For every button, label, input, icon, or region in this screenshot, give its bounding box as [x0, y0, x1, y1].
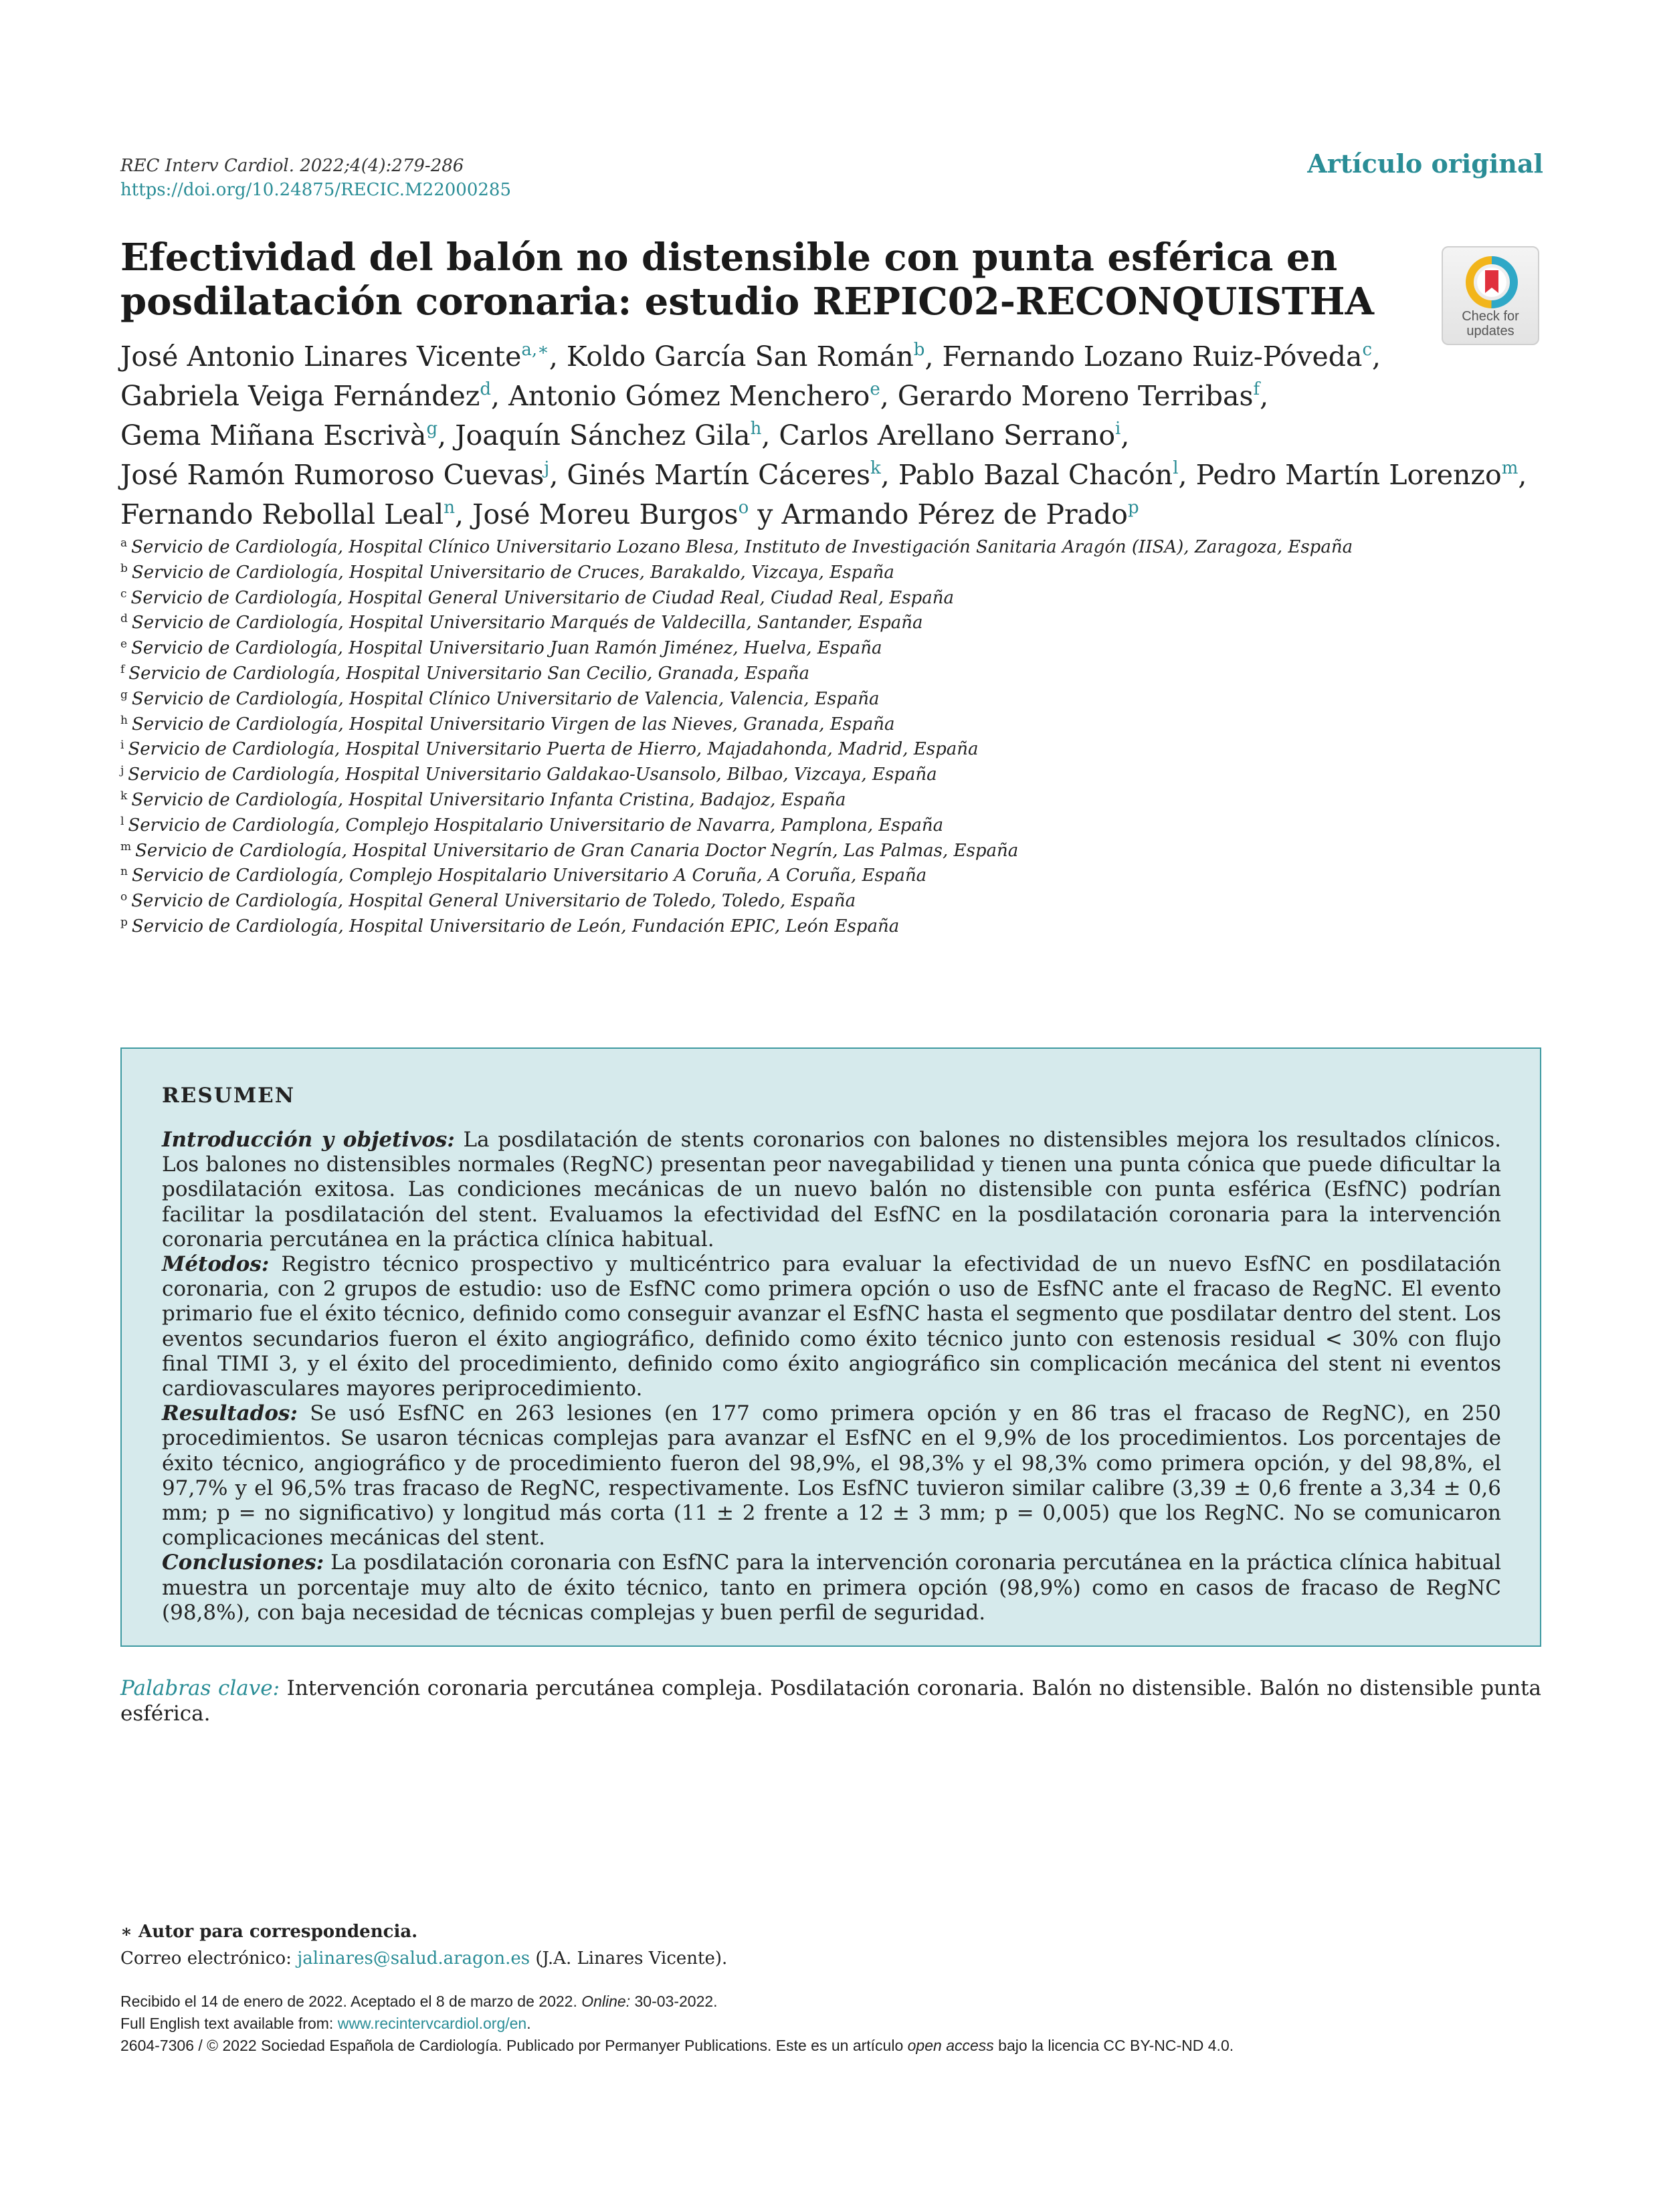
author-affiliation-sup[interactable]: h	[750, 419, 762, 439]
affiliation: $^n$ Servicio de Cardiología, Complejo Hospitalario Universitario A Coruña, A Coruña, España	[120, 865, 927, 886]
affiliation: $^a$ Servicio de Cardiología, Hospital Clínico Universitario Lozano Blesa, Instituto de Investigación Sanitaria Aragón (IISA), Zaragoza, España	[120, 536, 1353, 557]
author: Fernando Lozano Ruiz-Póveda$^c$,	[942, 340, 1381, 373]
english-version: Full English text available from: www.recintervcardiol.org/en.	[120, 2015, 531, 2032]
article-type: Artículo original	[1307, 148, 1543, 179]
check-for-updates-button[interactable]	[1442, 246, 1539, 345]
author-affiliation-sup[interactable]: j	[544, 458, 550, 478]
author-affiliation-sup[interactable]: b	[913, 340, 925, 360]
correspondence-heading: ∗ Autor para correspondencia.	[120, 1922, 418, 1942]
article-title	[120, 235, 1391, 324]
author: Gabriela Veiga Fernández$^d$,	[120, 379, 509, 412]
abstract-section-conclusiones: Conclusiones: La posdilatación coronaria con EsfNC para la intervención coronaria percutánea en la práctica clínica habitual muestra un porcentaje muy alto de éxito técnico, tanto en primera opción (98,9%) como en casos de fracaso de RegNC (98,8%), con baja necesidad de técnicas complejas y buen perfil de seguridad.	[162, 1550, 1501, 1625]
affiliation: $^p$ Servicio de Cardiología, Hospital Universitario de León, Fundación EPIC, León España	[120, 915, 900, 936]
author: Pedro Martín Lorenzo$^m$,	[1195, 458, 1527, 491]
author-affiliation-sup[interactable]: k	[870, 458, 881, 478]
affiliation: $^l$ Servicio de Cardiología, Complejo Hospitalario Universitario de Navarra, Pamplona, España	[120, 814, 944, 835]
abstract-section-metodos: Métodos: Registro técnico prospectivo y multicéntrico para evaluar la efectividad de un nuevo EsfNC en posdilatación coronaria, con 2 grupos de estudio: uso de EsfNC como primera opción o uso de EsfNC ante el fracaso de RegNC. El evento primario fue el éxito técnico, definido como conseguir avanzar el EsfNC hasta el segmento que posdilatar dentro del stent. Los eventos secundarios fueron el éxito angiográfico, definido como éxito técnico junto con estenosis residual < 30% con flujo final TIMI 3, y el éxito del procedimiento, definido como éxito angiográfico sin complicación mecánica del stent ni eventos cardiovasculares mayores periprocedimiento.	[162, 1252, 1501, 1401]
author-affiliation-sup[interactable]: f	[1253, 379, 1260, 399]
author-affiliation-sup[interactable]: l	[1173, 458, 1179, 478]
correspondence	[120, 1918, 727, 1972]
affiliation: $^e$ Servicio de Cardiología, Hospital Universitario Juan Ramón Jiménez, Huelva, España	[120, 637, 882, 659]
affiliation: $^k$ Servicio de Cardiología, Hospital Universitario Infanta Cristina, Badajoz, España	[120, 789, 846, 810]
abstract-heading: RESUMEN	[162, 1084, 296, 1108]
author-affiliation-sup[interactable]: g	[426, 419, 438, 439]
affiliation: $^b$ Servicio de Cardiología, Hospital Universitario de Cruces, Barakaldo, Vizcaya, España	[120, 561, 894, 583]
affiliation: $^m$ Servicio de Cardiología, Hospital Universitario de Gran Canaria Doctor Negrín, Las Palmas, España	[120, 839, 1019, 861]
author: Pablo Bazal Chacón$^l$,	[898, 458, 1196, 491]
affiliation: $^c$ Servicio de Cardiología, Hospital General Universitario de Ciudad Real, Ciudad Real, España	[120, 587, 954, 608]
author-affiliation-sup[interactable]: c	[1362, 340, 1373, 360]
check-updates-icon	[1465, 256, 1519, 309]
author: Gema Miñana Escrivà$^g$,	[120, 419, 456, 451]
journal-header	[120, 154, 511, 202]
abstract-section-introduccion: Introducción y objetivos: La posdilatación de stents coronarios con balones no distensibles mejora los resultados clínicos. Los balones no distensibles normales (RegNC) presentan peor navegabilidad y tienen una punta cónica que puede dificultar la posdilatación exitosa. Las condiciones mecánicas de un nuevo balón no distensible con punta esférica (EsfNC) podrían facilitar la posdilatación del stent. Evaluamos la efectividad del EsfNC en la posdilatación coronaria para la intervención coronaria percutánea en la práctica clínica habitual.	[162, 1128, 1501, 1251]
affiliation: $^h$ Servicio de Cardiología, Hospital Universitario Virgen de las Nieves, Granada, España	[120, 713, 895, 734]
received-dates: Recibido el 14 de enero de 2022. Aceptado el 8 de marzo de 2022. Online: 30-03-2022.	[120, 1993, 718, 2010]
affiliation-list	[120, 535, 1353, 940]
author-affiliation-sup[interactable]: p	[1127, 498, 1139, 518]
author: José Antonio Linares Vicente$^{a,∗}$,	[120, 340, 567, 373]
affiliation: $^f$ Servicio de Cardiología, Hospital Universitario San Cecilio, Granada, España	[120, 662, 809, 684]
author-affiliation-sup[interactable]: n	[444, 498, 455, 518]
author: Gerardo Moreno Terribas$^f$,	[897, 379, 1269, 412]
author-affiliation-sup[interactable]: e	[870, 379, 880, 399]
author: Antonio Gómez Menchero$^e$,	[508, 379, 898, 412]
title-line-1: Efectividad del balón no distensible con punta esférica en	[120, 235, 1338, 280]
author-list	[120, 337, 1559, 534]
abstract-box	[120, 1047, 1541, 1647]
author: Armando Pérez de Prado$^p$	[781, 498, 1139, 530]
abstract-section-resultados: Resultados: Se usó EsfNC en 263 lesiones (en 177 como primera opción y en 86 tras el fracaso de RegNC), en 250 procedimientos. Se usaron técnicas complejas para avanzar el EsfNC en el 9,9% de los procedimientos. Los porcentajes de éxito técnico, angiográfico y de procedimiento fueron del 98,9%, el 98,3% y el 98,3% como primera opción, y del 98,8%, el 97,7% y el 96,5% tras fracaso de RegNC, respectivamente. Los EsfNC tuvieron similar calibre (3,39 ± 0,6 frente a 3,34 ± 0,6 mm; p = no significativo) y longitud más corta (11 ± 2 frente a 12 ± 3 mm; p = 0,005) que los RegNC. No se comunicaron complicaciones mecánicas del stent.	[162, 1401, 1501, 1550]
author: José Moreu Burgos$^o$ y	[472, 498, 782, 530]
author: José Ramón Rumoroso Cuevas$^j$,	[120, 458, 567, 491]
affiliation: $^d$ Servicio de Cardiología, Hospital Universitario Marqués de Valdecilla, Santander, España	[120, 612, 923, 633]
author-affiliation-sup[interactable]: o	[738, 498, 749, 518]
doi-link[interactable]: https://doi.org/10.24875/RECIC.M22000285	[120, 180, 511, 200]
correspondence-email-line: Correo electrónico: jalinares@salud.aragon.es (J.A. Linares Vicente).	[120, 1948, 728, 1969]
author: Ginés Martín Cáceres$^k$,	[567, 458, 898, 491]
journal-citation: REC Interv Cardiol. 2022;4(4):279-286	[120, 156, 464, 176]
author-affiliation-sup[interactable]: i	[1115, 419, 1121, 439]
affiliation: $^j$ Servicio de Cardiología, Hospital Universitario Galdakao-Usansolo, Bilbao, Vizcaya, España	[120, 764, 937, 785]
article-footer	[120, 1991, 1234, 2057]
author: Fernando Rebollal Leal$^n$,	[120, 498, 473, 530]
abstract-body	[162, 1128, 1501, 1625]
license-line: 2604-7306 / © 2022 Sociedad Española de Cardiología. Publicado por Permanyer Publications. Este es un artículo open access bajo la licencia CC BY-NC-ND 4.0.	[120, 2037, 1234, 2054]
author-affiliation-sup[interactable]: a,∗	[521, 340, 549, 360]
author: Koldo García San Román$^b$,	[566, 340, 943, 373]
keywords-label: Palabras clave:	[120, 1676, 280, 1700]
english-version-link[interactable]: www.recintervcardiol.org/en	[337, 2015, 527, 2032]
affiliation: $^i$ Servicio de Cardiología, Hospital Universitario Puerta de Hierro, Majadahonda, Madrid, España	[120, 738, 979, 760]
author-affiliation-sup[interactable]: d	[480, 379, 492, 399]
author: Carlos Arellano Serrano$^i$,	[779, 419, 1130, 451]
keywords-text: Intervención coronaria percutánea compleja. Posdilatación coronaria. Balón no distensible. Balón no distensible punta esférica.	[120, 1676, 1541, 1726]
author-affiliation-sup[interactable]: m	[1501, 458, 1519, 478]
affiliation: $^o$ Servicio de Cardiología, Hospital General Universitario de Toledo, Toledo, España	[120, 890, 856, 912]
check-updates-label: Check for updates	[1462, 309, 1519, 338]
keywords	[120, 1676, 1541, 1726]
affiliation: $^g$ Servicio de Cardiología, Hospital Clínico Universitario de Valencia, Valencia, España	[120, 688, 880, 709]
title-line-2: posdilatación coronaria: estudio REPIC02-RECONQUISTHA	[120, 280, 1374, 324]
author: Joaquín Sánchez Gila$^h$,	[455, 419, 779, 451]
email-link[interactable]: jalinares@salud.aragon.es	[297, 1948, 530, 1969]
